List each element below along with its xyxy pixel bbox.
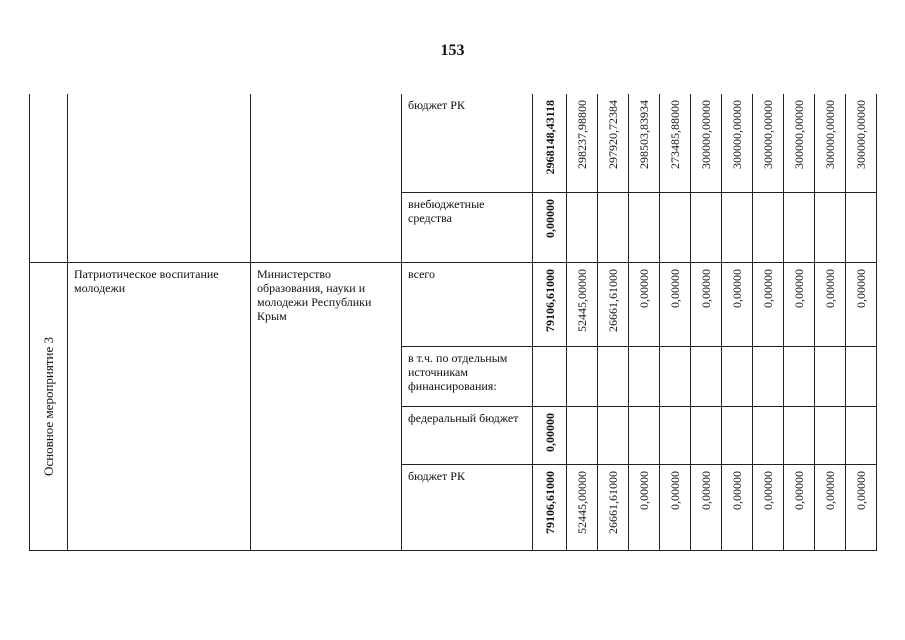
value-cell: 0,00000 bbox=[753, 262, 784, 346]
value-cell bbox=[753, 192, 784, 262]
funding-source-cell: в т.ч. по отдельным источникам финансирования: bbox=[402, 346, 533, 406]
value-cell bbox=[722, 406, 753, 464]
value-cell bbox=[629, 406, 660, 464]
value-cell bbox=[598, 406, 629, 464]
value-cell bbox=[846, 192, 877, 262]
value-cell bbox=[691, 192, 722, 262]
measure-label: Основное мероприятие 3 bbox=[40, 336, 56, 476]
value-cell bbox=[629, 346, 660, 406]
measure-name: Патриотическое воспитание молодежи bbox=[74, 266, 219, 295]
funding-source-cell: бюджет РК bbox=[402, 94, 533, 192]
table-row bbox=[30, 262, 877, 346]
value-cell bbox=[815, 406, 846, 464]
value-cell: 52445,00000 bbox=[567, 262, 598, 346]
continuation-measure-cell bbox=[30, 94, 68, 262]
measure-name-cell bbox=[68, 262, 251, 550]
funding-source-cell: внебюджетные средства bbox=[402, 192, 533, 262]
value-cell: 273485,88000 bbox=[660, 94, 691, 192]
value-cell: 0,00000 bbox=[722, 262, 753, 346]
measure-executor: Министерство образования, науки и молодежи Республики Крым bbox=[257, 266, 372, 323]
continuation-name-cell bbox=[68, 94, 251, 262]
value-cell bbox=[815, 346, 846, 406]
value-cell bbox=[846, 406, 877, 464]
value-cell: 297920,72384 bbox=[598, 94, 629, 192]
value-cell: 0,00000 bbox=[660, 262, 691, 346]
value-cell bbox=[660, 406, 691, 464]
value-cell: 300000,00000 bbox=[784, 94, 815, 192]
value-cell bbox=[784, 192, 815, 262]
value-cell bbox=[722, 192, 753, 262]
value-cell: 0,00000 bbox=[629, 464, 660, 550]
value-cell: 300000,00000 bbox=[691, 94, 722, 192]
value-cell: 26661,61000 bbox=[598, 464, 629, 550]
value-cell: 0,00000 bbox=[660, 464, 691, 550]
value-cell: 26661,61000 bbox=[598, 262, 629, 346]
value-cell: 0,00000 bbox=[846, 262, 877, 346]
value-cell: 300000,00000 bbox=[815, 94, 846, 192]
measure-label-cell bbox=[30, 262, 68, 550]
value-cell bbox=[722, 346, 753, 406]
value-cell bbox=[815, 192, 846, 262]
value-cell bbox=[598, 192, 629, 262]
value-cell bbox=[660, 192, 691, 262]
value-cell: 0,00000 bbox=[815, 262, 846, 346]
value-cell: 0,00000 bbox=[691, 464, 722, 550]
total-value-cell: 0,00000 bbox=[533, 406, 567, 464]
value-cell bbox=[567, 406, 598, 464]
funding-source-cell: всего bbox=[402, 262, 533, 346]
value-cell bbox=[567, 192, 598, 262]
value-cell bbox=[753, 346, 784, 406]
continuation-executor-cell bbox=[251, 94, 402, 262]
value-cell bbox=[784, 406, 815, 464]
value-cell bbox=[691, 406, 722, 464]
value-cell bbox=[846, 346, 877, 406]
table-row bbox=[30, 94, 877, 192]
total-value-cell bbox=[533, 346, 567, 406]
value-cell bbox=[598, 346, 629, 406]
value-cell bbox=[660, 346, 691, 406]
value-cell: 0,00000 bbox=[815, 464, 846, 550]
value-cell bbox=[629, 192, 660, 262]
value-cell: 0,00000 bbox=[753, 464, 784, 550]
funding-table bbox=[29, 94, 877, 551]
value-cell: 0,00000 bbox=[629, 262, 660, 346]
measure-executor-cell bbox=[251, 262, 402, 550]
value-cell: 298503,83934 bbox=[629, 94, 660, 192]
value-cell bbox=[753, 406, 784, 464]
total-value-cell: 0,00000 bbox=[533, 192, 567, 262]
value-cell: 0,00000 bbox=[846, 464, 877, 550]
value-cell: 298237,98800 bbox=[567, 94, 598, 192]
value-cell: 0,00000 bbox=[691, 262, 722, 346]
total-value-cell: 2968148,43118 bbox=[533, 94, 567, 192]
value-cell bbox=[691, 346, 722, 406]
funding-source-cell: бюджет РК bbox=[402, 464, 533, 550]
value-cell: 300000,00000 bbox=[722, 94, 753, 192]
value-cell: 0,00000 bbox=[784, 464, 815, 550]
value-cell: 300000,00000 bbox=[846, 94, 877, 192]
value-cell bbox=[784, 346, 815, 406]
value-cell: 0,00000 bbox=[722, 464, 753, 550]
value-cell: 0,00000 bbox=[784, 262, 815, 346]
value-cell: 52445,00000 bbox=[567, 464, 598, 550]
total-value-cell: 79106,61000 bbox=[533, 262, 567, 346]
value-cell bbox=[567, 346, 598, 406]
page-number: 153 bbox=[440, 42, 465, 59]
funding-source-cell: федеральный бюджет bbox=[402, 406, 533, 464]
total-value-cell: 79106,61000 bbox=[533, 464, 567, 550]
value-cell: 300000,00000 bbox=[753, 94, 784, 192]
